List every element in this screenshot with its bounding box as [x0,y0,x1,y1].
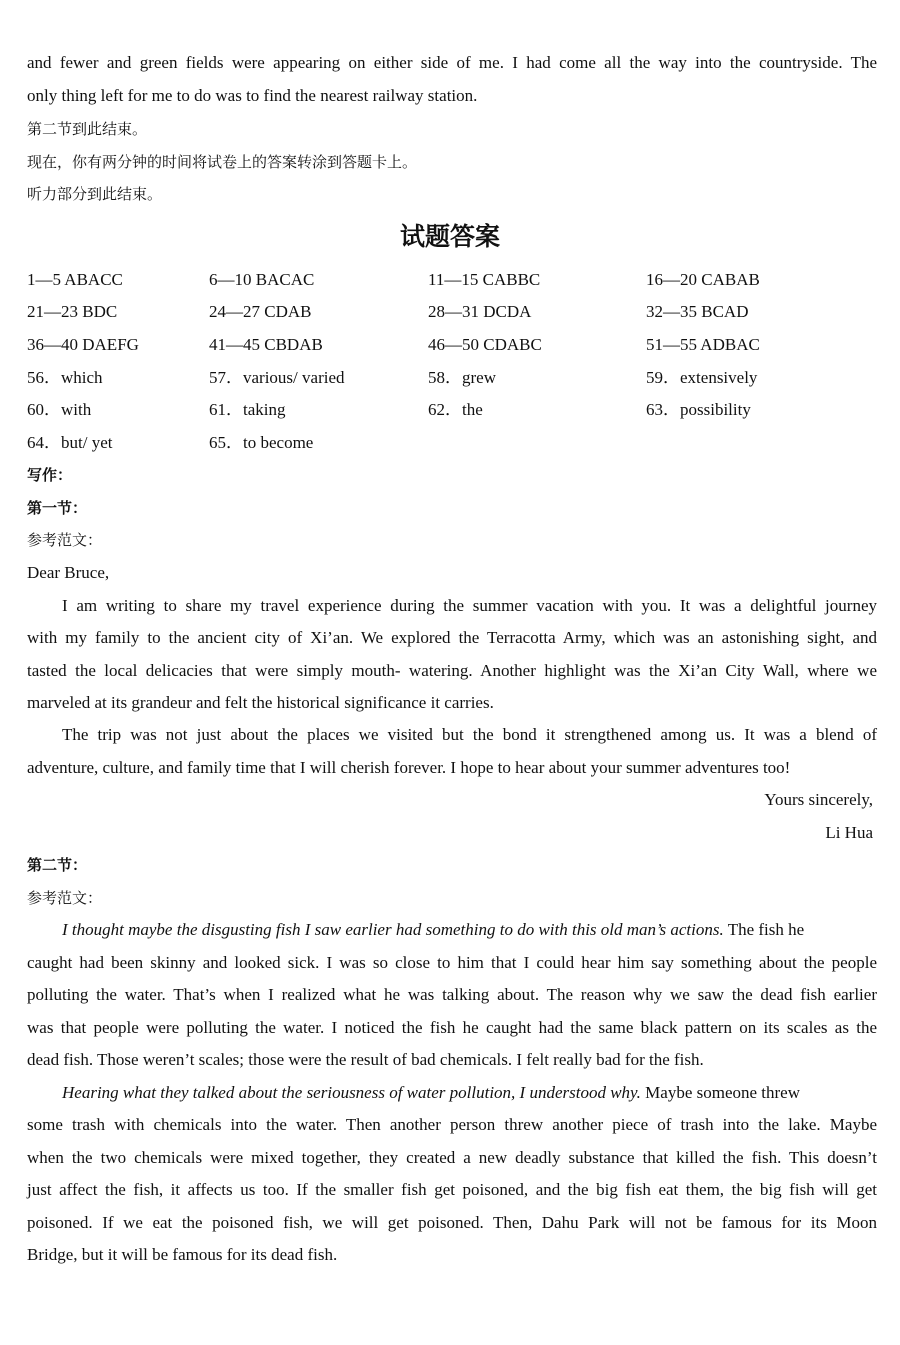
letter-paragraph-line: marveled at its grandeur and felt the historical significance it carries. [27,693,494,712]
story-paragraph-line: caught had been skinny and looked sick. I was so close to him that I could hear him say something about the people [27,953,877,972]
given-opening-sentence: Hearing what they talked about the seriousness of water pollution, I understood why. [62,1083,641,1102]
section-end-note: 第二节到此结束。 [27,120,148,138]
answer-cell: 1—5 ABACC [27,270,123,289]
answer-cell: 63．possibility [646,400,751,419]
reference-essay-label: 参考范文： [27,889,103,907]
answers-title: 试题答案 [399,222,500,251]
answer-cell: 57．various/ varied [209,368,345,387]
section-two-heading: 第二节： [27,856,88,874]
letter-paragraph-line: tasted the local delicacies that were simply mouth- watering. Another highlight was the Xi’an City Wall, where we [27,661,877,680]
answer-cell: 24—27 CDAB [209,302,312,321]
answer-cell: 61．taking [209,400,286,419]
listening-end-note: 听力部分到此结束。 [27,185,163,203]
section-one-heading: 第一节： [27,499,88,517]
answer-cell: 11—15 CABBC [428,270,541,289]
story-paragraph-line: when the two chemicals were mixed together, they created a new deadly substance that killed the fish. This doesn’t [27,1148,877,1167]
letter-paragraph-line: I am writing to share my travel experience during the summer vacation with you. It was a delightful journey [62,596,877,615]
answer-cell: 59．extensively [646,368,758,387]
story-paragraph-line: poisoned. If we eat the poisoned fish, we will get poisoned. Then, Dahu Park will not be famous for its Moon [27,1213,877,1232]
story-paragraph-line: was that people were polluting the water. I noticed the fish he caught had the same black pattern on its scales as the [27,1018,877,1037]
story-paragraph-line: dead fish. Those weren’t scales; those were the result of bad chemicals. I felt really bad for the fish. [27,1050,704,1069]
story-text: The fish he [723,920,805,939]
letter-closing: Yours sincerely, [764,790,873,809]
transfer-instruction: 现在，你有两分钟的时间将试卷上的答案转涂到答题卡上。 [27,153,418,171]
answer-cell: 65．to become [209,433,314,452]
intro-line: only thing left for me to do was to find the nearest railway station. [27,86,478,105]
answer-cell: 64．but/ yet [27,433,113,452]
answer-cell: 56．which [27,368,103,387]
answer-cell: 46—50 CDABC [428,335,542,354]
answer-cell: 21—23 BDC [27,302,118,321]
intro-line: and fewer and green fields were appearing on either side of me. I had come all the way into the countryside. The [27,53,877,72]
story-text: Maybe someone threw [640,1083,800,1102]
answer-cell: 16—20 CABAB [646,270,760,289]
answer-cell: 41—45 CBDAB [209,335,323,354]
letter-paragraph-line: adventure, culture, and family time that I will cherish forever. I hope to hear about your summer adventures too! [27,758,791,777]
answer-cell: 62．the [428,400,483,419]
letter-paragraph-line: The trip was not just about the places we visited but the bond it strengthened among us. It was a blend of [62,725,877,744]
story-paragraph-line: some trash with chemicals into the water. Then another person threw another piece of trash into the lake. Maybe [27,1115,877,1134]
story-paragraph-line: polluting the water. That’s when I realized what he was talking about. The reason why we saw the dead fish earlier [27,985,877,1004]
answer-cell: 36—40 DAEFG [27,335,139,354]
answer-cell: 28—31 DCDA [428,302,532,321]
reference-essay-label: 参考范文： [27,531,103,549]
story-paragraph-line: just affect the fish, it affects us too. If the smaller fish get poisoned, and the big fish eat them, the big fish will get [27,1180,877,1199]
answer-cell: 32—35 BCAD [646,302,749,321]
story-paragraph-line [62,920,877,940]
writing-heading: 写作： [27,466,73,484]
answer-cell: 6—10 BACAC [209,270,315,289]
story-paragraph-line: Bridge, but it will be famous for its dead fish. [27,1245,338,1264]
answer-cell: 51—55 ADBAC [646,335,760,354]
story-paragraph-line [62,1083,877,1103]
letter-paragraph-line: with my family to the ancient city of Xi’an. We explored the Terracotta Army, which was an astonishing sight, and [27,628,877,647]
letter-salutation: Dear Bruce, [27,563,110,582]
letter-signature: Li Hua [825,823,873,842]
given-opening-sentence: I thought maybe the disgusting fish I saw earlier had something to do with this old man’s actions. [62,920,724,939]
answer-cell: 58．grew [428,368,496,387]
answer-cell: 60．with [27,400,92,419]
